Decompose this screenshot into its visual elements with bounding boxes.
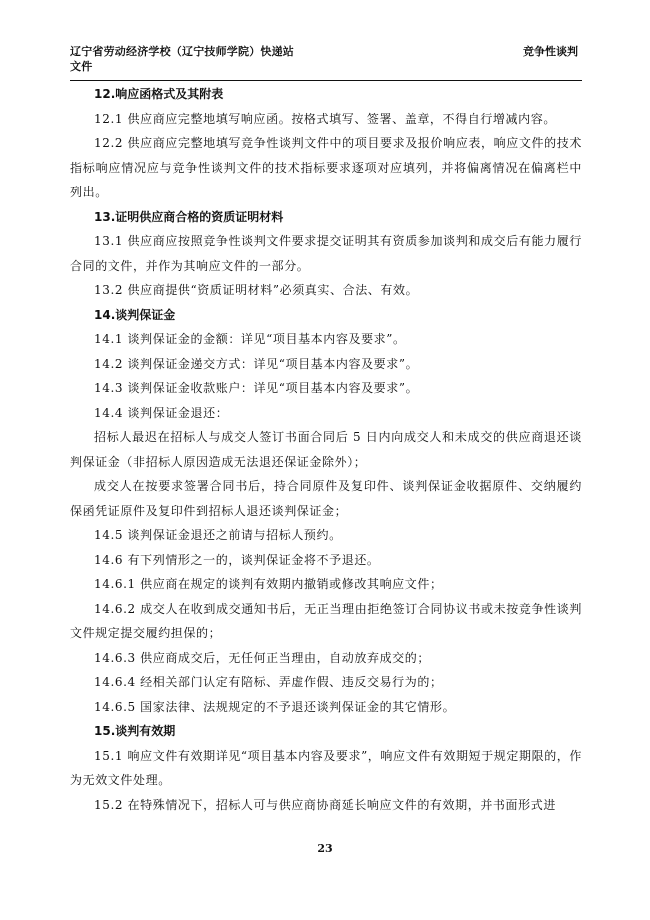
paragraph: 招标人最迟在招标人与成交人签订书面合同后 5 日内向成交人和未成交的供应商退还谈判保证金（非招标人原因造成无法退还保证金除外）； <box>70 430 582 469</box>
paragraph: 成交人在按要求签署合同书后，持合同原件及复印件、谈判保证金收据原件、交纳履约保函凭证原件及复印件到招标人退还谈判保证金； <box>70 479 582 518</box>
document-body <box>70 82 582 817</box>
paragraph: 15.2 在特殊情况下，招标人可与供应商协商延长响应文件的有效期，并书面形式进 <box>94 797 556 812</box>
paragraph: 14.3 谈判保证金收款账户：详见“项目基本内容及要求”。 <box>94 381 419 395</box>
section-heading: 13.证明供应商合格的资质证明材料 <box>94 209 284 224</box>
paragraph: 13.2 供应商提供“资质证明材料”必须真实、合法、有效。 <box>94 283 419 297</box>
page-header <box>70 44 582 81</box>
paragraph: 14.1 谈判保证金的金额：详见“项目基本内容及要求”。 <box>94 332 406 346</box>
section-heading: 15.谈判有效期 <box>94 724 176 738</box>
header-school-line1: 辽宁省劳动经济学校（辽宁技师学院）快递站 <box>70 45 294 58</box>
paragraph: 14.6.4 经相关部门认定有陪标、弄虚作假、违反交易行为的； <box>94 675 443 689</box>
paragraph: 12.2 供应商应完整地填写竞争性谈判文件中的项目要求及报价响应表，响应文件的技术指标响应情况应与竞争性谈判文件的技术指标要求逐项对应填列，并将偏离情况在偏离栏中列出。 <box>70 136 582 199</box>
paragraph: 15.1 响应文件有效期详见“项目基本内容及要求”，响应文件有效期短于规定期限的，作为无效文件处理。 <box>70 748 583 787</box>
header-school-name <box>70 44 370 74</box>
section-heading: 12.响应函格式及其附表 <box>94 87 224 101</box>
paragraph: 14.2 谈判保证金递交方式：详见“项目基本内容及要求”。 <box>94 356 419 371</box>
header-school-line2: 文件 <box>70 60 93 73</box>
paragraph: 14.6.1 供应商在规定的谈判有效期内撤销或修改其响应文件； <box>94 577 443 591</box>
page-number: 23 <box>317 842 333 855</box>
paragraph: 14.5 谈判保证金退还之前请与招标人预约。 <box>94 528 342 542</box>
section-heading: 14.谈判保证金 <box>94 307 176 322</box>
paragraph: 14.6.2 成交人在收到成交通知书后，无正当理由拒绝签订合同协议书或未按竞争性谈判文件规定提交履约担保的； <box>70 601 582 640</box>
header-doc-type: 竞争性谈判 <box>523 45 578 58</box>
paragraph: 14.6 有下列情形之一的，谈判保证金将不予退还。 <box>94 552 380 567</box>
paragraph: 14.4 谈判保证金退还： <box>94 405 229 420</box>
paragraph: 13.1 供应商应按照竞争性谈判文件要求提交证明其有资质参加谈判和成交后有能力履行合同的文件，并作为其响应文件的一部分。 <box>70 234 582 273</box>
paragraph: 14.6.3 供应商成交后，无任何正当理由，自动放弃成交的； <box>94 650 430 665</box>
paragraph: 12.1 供应商应完整地填写响应函。按格式填写、签署、盖章，不得自行增减内容。 <box>94 111 556 126</box>
paragraph: 14.6.5 国家法律、法规规定的不予退还谈判保证金的其它情形。 <box>94 699 456 714</box>
